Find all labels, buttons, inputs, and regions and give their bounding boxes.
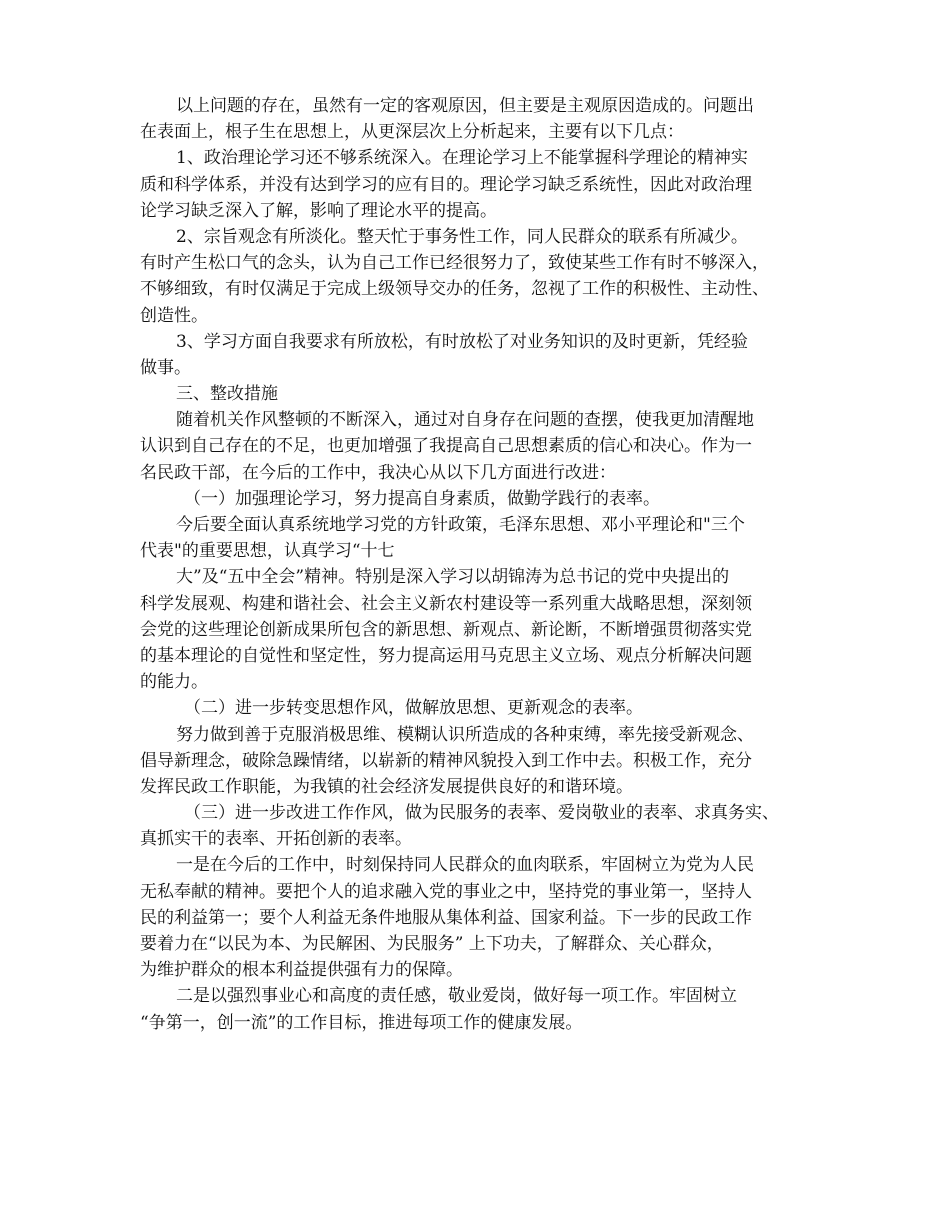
text-line: 认识到自己存在的不足，也更加增强了我提高自己思想素质的信心和决心。作为一 [140,436,752,457]
text-line: 会党的这些理论创新成果所包含的新思想、新观点、新论断，不断增强贯彻落实党 [140,619,752,640]
text-line: “争第一，创一流”的工作目标，推进每项工作的健康发展。 [140,1012,583,1033]
text-line: 3、学习方面自我要求有所放松，有时放松了对业务知识的及时更新，凭经验 [176,331,748,352]
subsection-heading: （一）加强理论学习，努力提高自身素质，做勤学践行的表率。 [184,488,660,509]
text-line: 在表面上，根子生在思想上，从更深层次上分析起来，主要有以下几点： [140,122,684,143]
text-line: 随着机关作风整顿的不断深入，通过对自身存在问题的查摆，使我更加清醒地 [176,410,754,431]
text-line: 不够细致，有时仅满足于完成上级领导交办的任务，忽视了工作的积极性、主动性、 [140,279,769,300]
text-line: 科学发展观、构建和谐社会、社会主义新农村建设等一系列重大战略思想，深刻领 [140,593,752,614]
text-line: 有时产生松口气的念头，认为自己工作已经很努力了，致使某些工作有时不够深入， [140,253,769,274]
text-line: 名民政干部，在今后的工作中，我决心从以下几方面进行改进： [140,462,616,483]
text-line: 的基本理论的自觉性和坚定性，努力提高运用马克思主义立场、观点分析解决问题 [140,645,752,666]
text-line: 民的利益第一；要个人利益无条件地服从集体利益、国家利益。下一步的民政工作 [140,907,752,928]
text-line: 一是在今后的工作中，时刻保持同人民群众的血肉联系，牢固树立为党为人民 [176,855,754,876]
text-line: 为维护群众的根本利益提供强有力的保障。 [140,960,463,981]
text-line: 论学习缺乏深入了解，影响了理论水平的提高。 [140,200,497,221]
text-line: 质和科学体系，并没有达到学习的应有目的。理论学习缺乏系统性，因此对政治理 [140,174,752,195]
text-line: 1、政治理论学习还不够系统深入。在理论学习上不能掌握科学理论的精神实 [176,148,748,169]
subsection-heading: （三）进一步改进工作作风，做为民服务的表率、爱岗敬业的表率、求真务实、 [184,803,779,824]
text-line: 倡导新理念，破除急躁情绪，以崭新的精神风貌投入到工作中去。积极工作，充分 [140,750,752,771]
section-heading: 三、整改措施 [176,384,278,405]
text-line: 无私奉献的精神。要把个人的追求融入党的事业之中，坚持党的事业第一，坚持人 [140,881,752,902]
text-line: 努力做到善于克服消极思维、模糊认识所造成的各种束缚，率先接受新观念、 [176,724,754,745]
text-line: 的能力。 [140,672,208,693]
text-line: 真抓实干的表率、开拓创新的表率。 [140,829,412,850]
subsection-heading: （二）进一步转变思想作风，做解放思想、更新观念的表率。 [184,698,643,719]
text-line: 创造性。 [140,305,208,326]
text-line: 大”及“五中全会”精神。特别是深入学习以胡锦涛为总书记的党中央提出的 [176,567,730,588]
text-line: 发挥民政工作职能，为我镇的社会经济发展提供良好的和谐环境。 [140,776,633,797]
text-line: 2、宗旨观念有所淡化。整天忙于事务性工作，同人民群众的联系有所减少。 [176,226,748,247]
text-line: 以上问题的存在，虽然有一定的客观原因，但主要是主观原因造成的。问题出 [176,96,754,116]
document-body [140,93,840,1036]
text-line: 二是以强烈事业心和高度的责任感，敬业爱岗，做好每一项工作。牢固树立 [176,986,737,1007]
text-line: 要着力在“以民为本、为民解困、为民服务” 上下功夫，了解群众、关心群众， [140,934,724,954]
text-line: 今后要全面认真系统地学习党的方针政策，毛泽东思想、邓小平理论和"三个 [176,515,745,535]
text-line: 做事。 [140,357,191,378]
text-line: 代表"的重要思想，认真学习“十七 [140,541,395,562]
